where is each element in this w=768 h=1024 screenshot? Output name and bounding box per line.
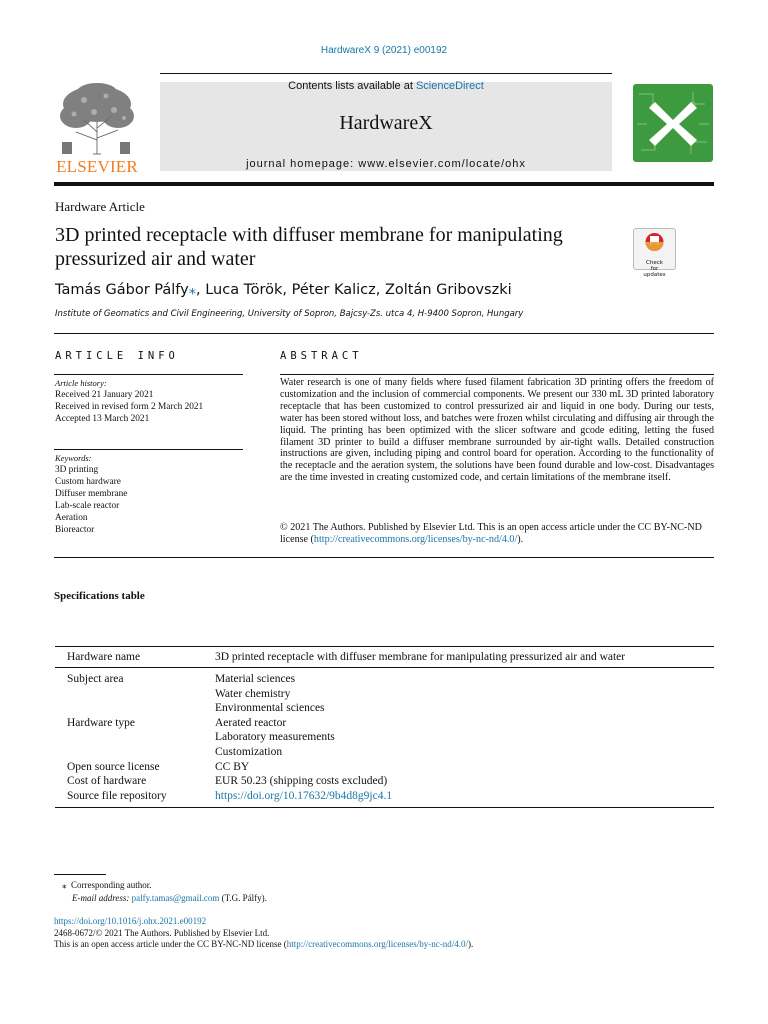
first-author[interactable]: Tamás Gábor Pálfy (55, 282, 189, 298)
info-top-rule (54, 333, 714, 334)
history-received: Received 21 January 2021 (55, 390, 154, 400)
masthead-rule (54, 182, 714, 186)
keyword: Custom hardware (55, 477, 121, 487)
other-authors: , Luca Török, Péter Kalicz, Zoltán Gribovszki (195, 282, 512, 298)
history-label: Article history: (55, 378, 107, 388)
abstract-bottom-rule (54, 557, 714, 558)
keyword: Lab-scale reactor (55, 501, 120, 511)
specifications-table (55, 646, 714, 808)
license-suffix: ). (517, 534, 524, 545)
history-accepted: Accepted 13 March 2021 (55, 414, 150, 424)
issn-line: 2468-0672/© 2021 The Authors. Published by Elsevier Ltd. (54, 927, 270, 938)
email-note: E-mail address: palfy.tamas@gmail.com (T.G. Pálfy). (72, 893, 267, 903)
hardwarex-cover-logo (633, 84, 713, 162)
sciencedirect-link[interactable]: ScienceDirect (415, 80, 484, 92)
license-prefix: © 2021 The Authors. Published by Elsevier Ltd. This is an open access article under the CC BY-NC-ND license ( (280, 522, 702, 545)
article-history (55, 377, 203, 425)
footnote-rule (54, 874, 106, 875)
article-info-heading: ARTICLE INFO (55, 350, 179, 362)
elsevier-logo (54, 82, 140, 156)
paper-title: 3D printed receptacle with diffuser membrane for manipulating pressurized air and water (55, 224, 563, 270)
keyword: Diffuser membrane (55, 489, 128, 499)
contents-line (160, 80, 612, 92)
row-value: CC BY (215, 760, 250, 773)
elsevier-tree-icon (54, 82, 140, 156)
crossmark-label: Check for updates (643, 260, 666, 278)
publication-info (54, 916, 473, 951)
crossmark-icon (634, 229, 675, 255)
table-row (55, 760, 714, 775)
abstract-rule (280, 374, 714, 375)
abstract-license (280, 522, 714, 546)
keyword: Aeration (55, 513, 88, 523)
article-type: Hardware Article (55, 199, 145, 214)
header-label: Hardware name (55, 647, 203, 668)
keywords (55, 452, 127, 536)
keyword: 3D printing (55, 465, 99, 475)
author-list (55, 282, 512, 298)
table-row (55, 789, 714, 808)
journal-name: HardwareX (339, 112, 433, 134)
footnote (62, 879, 267, 905)
email-link[interactable]: palfy.tamas@gmail.com (131, 893, 220, 903)
abstract-heading: ABSTRACT (280, 350, 363, 362)
row-value: EUR 50.23 (shipping costs excluded) (215, 775, 388, 788)
affiliation: Institute of Geomatics and Civil Engineering, University of Sopron, Bajcsy-Zs. utca 4, H-9400 Sopron, Hungary (55, 309, 524, 319)
row-label: Cost of hardware (67, 775, 147, 788)
row-label: Source file repository (55, 789, 203, 808)
keyword: Bioreactor (55, 525, 95, 535)
specifications-title: Specifications table (54, 590, 145, 602)
row-value: Material sciences Water chemistry Environmental sciences (215, 673, 325, 715)
oa-license-link[interactable]: http://creativecommons.org/licenses/by-nc-nd/4.0/ (286, 939, 468, 949)
keywords-label: Keywords: (55, 453, 92, 463)
table-header-row (55, 647, 714, 668)
repository-link[interactable]: https://doi.org/10.17632/9b4d8g9jc4.1 (203, 789, 714, 808)
table-row (55, 716, 714, 760)
corresponding-author-mark[interactable]: ⁎ (188, 282, 196, 298)
header-value: 3D printed receptacle with diffuser membrane for manipulating pressurized air and water (203, 647, 714, 668)
journal-homepage[interactable]: journal homepage: www.elsevier.com/locate/ohx (246, 158, 526, 170)
elsevier-wordmark: ELSEVIER (56, 157, 138, 176)
keywords-rule (54, 449, 243, 450)
hardwarex-x-icon (633, 84, 713, 162)
banner-top-rule (160, 73, 612, 74)
row-label: Subject area (67, 673, 124, 685)
article-info-rule (54, 374, 243, 375)
table-row (55, 774, 714, 789)
table-row (55, 668, 714, 716)
row-label: Open source license (67, 760, 160, 773)
contents-prefix: Contents lists available at (288, 80, 416, 92)
corresponding-author-note: ⁎ Corresponding author. (62, 880, 152, 890)
license-link[interactable]: http://creativecommons.org/licenses/by-nc-nd/4.0/ (313, 534, 518, 545)
row-value: Aerated reactor Laboratory measurements Customization (215, 716, 335, 758)
journal-reference[interactable]: HardwareX 9 (2021) e00192 (320, 45, 448, 56)
open-access-line: This is an open access article under the CC BY-NC-ND license (http://creativecommons.org/licenses/by-nc-nd/4.0/). (54, 939, 474, 949)
abstract-text: Water research is one of many fields where fused filament fabrication 3D printing offers the freedom of customization and the inclusion of commercial components. We present our 330 mL 3D printed laboratory receptacle that has been customized to control pressurized air and liquid in one body. During our tests, water has been stored without loss, and batches were frozen whilst circulating and diffusing air through the liquid. The printing has been optimized with the slicer software and gcode editing, letting the fused filament 3D printer to build a diffuser membrane surrounded by air-tight walls. Detailed construction instructions are given, including piping and control board for operation. According to the functionality of the receptacle and the aeration system, the solutions have been found durable and low-cost. Disadvantages are the time invested in creating customized code, and certain limitations of the membrane itself. (280, 377, 714, 484)
check-for-updates-button[interactable] (633, 228, 676, 278)
history-revised: Received in revised form 2 March 2021 (55, 402, 204, 412)
doi-link[interactable]: https://doi.org/10.1016/j.ohx.2021.e00192 (54, 916, 207, 926)
row-label: Hardware type (67, 716, 136, 729)
